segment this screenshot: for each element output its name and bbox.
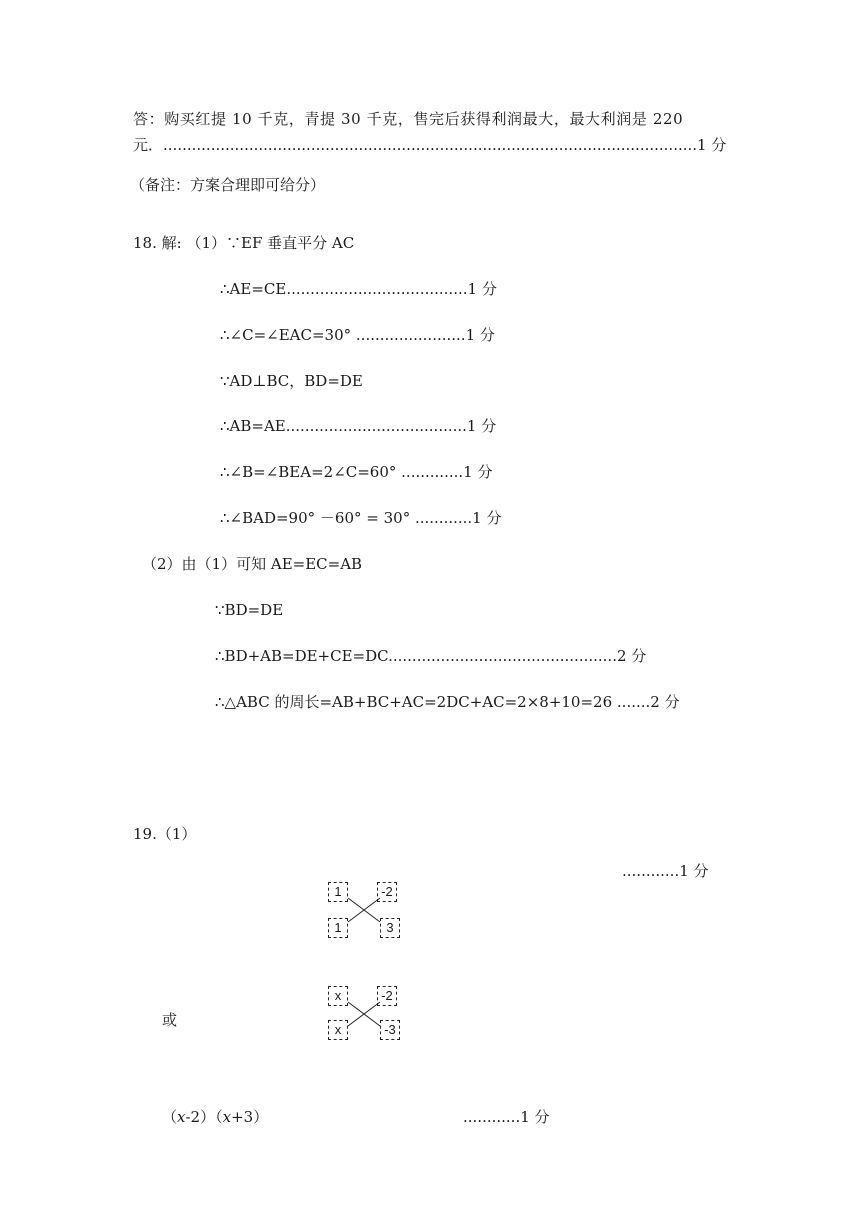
diagram2-bottom-left: x <box>328 1020 348 1040</box>
result-var-2: x <box>222 1108 232 1126</box>
q18-part2-step: ∴△ABC 的周长=AB+BC+AC=2DC+AC=2×8+10=26 .......2 分 <box>215 693 680 711</box>
diagram2-top-left: x <box>328 986 348 1006</box>
answer-line-2-start: 元． <box>133 136 164 154</box>
diagram1-bottom-right: 3 <box>380 918 400 938</box>
cross-lines-2 <box>346 1000 382 1028</box>
diagram2-top-right: -2 <box>377 986 397 1006</box>
answer-line-2 <box>133 135 726 155</box>
diagram1-bottom-left: 1 <box>328 918 348 938</box>
answer-line-2-dots: ................................................................................................................ <box>163 136 698 154</box>
q18-step: ∴∠C=∠EAC=30° .......................1 分 <box>220 326 495 344</box>
result-mid: -2）（ <box>185 1108 223 1126</box>
q18-part2-header: （2）由（1）可知 AE=EC=AB <box>142 555 363 573</box>
result-var-1: x <box>177 1108 186 1126</box>
q19-score-2: ............1 分 <box>463 1108 550 1126</box>
or-label: 或 <box>162 1011 178 1029</box>
result-close: +3） <box>231 1108 269 1126</box>
q18-part2-step: ∴BD+AB=DE+CE=DC................................................2 分 <box>215 647 647 665</box>
diagram2-bottom-right: -3 <box>380 1020 400 1040</box>
diagram1-top-right: -2 <box>377 882 397 902</box>
answer-line-1: 答：购买红提 10 千克，青提 30 千克，售完后获得利润最大，最大利润是 220 <box>133 110 684 128</box>
q18-step: ∴AE=CE......................................1 分 <box>220 280 497 298</box>
q18-step: ∴∠B=∠BEA=2∠C=60° .............1 分 <box>220 463 493 481</box>
diagram1-top-left: 1 <box>328 882 348 902</box>
cross-lines-1 <box>346 896 382 924</box>
factorization-result <box>162 1107 268 1127</box>
answer-line-2-score: 1 分 <box>697 136 727 154</box>
q18-header: 18. 解: （1）∵EF 垂直平分 AC <box>133 234 355 252</box>
q19-header: 19.（1） <box>133 825 197 843</box>
q18-step: ∴AB=AE......................................1 分 <box>220 417 497 435</box>
q18-part2-step: ∵BD=DE <box>215 601 284 619</box>
q18-step: ∵AD⊥BC，BD=DE <box>220 372 363 390</box>
answer-note: （备注：方案合理即可给分） <box>130 176 326 194</box>
q19-score-1: ............1 分 <box>622 862 709 880</box>
q18-step: ∴∠BAD=90° －60° = 30° ............1 分 <box>220 509 502 527</box>
result-open: （ <box>162 1108 178 1126</box>
